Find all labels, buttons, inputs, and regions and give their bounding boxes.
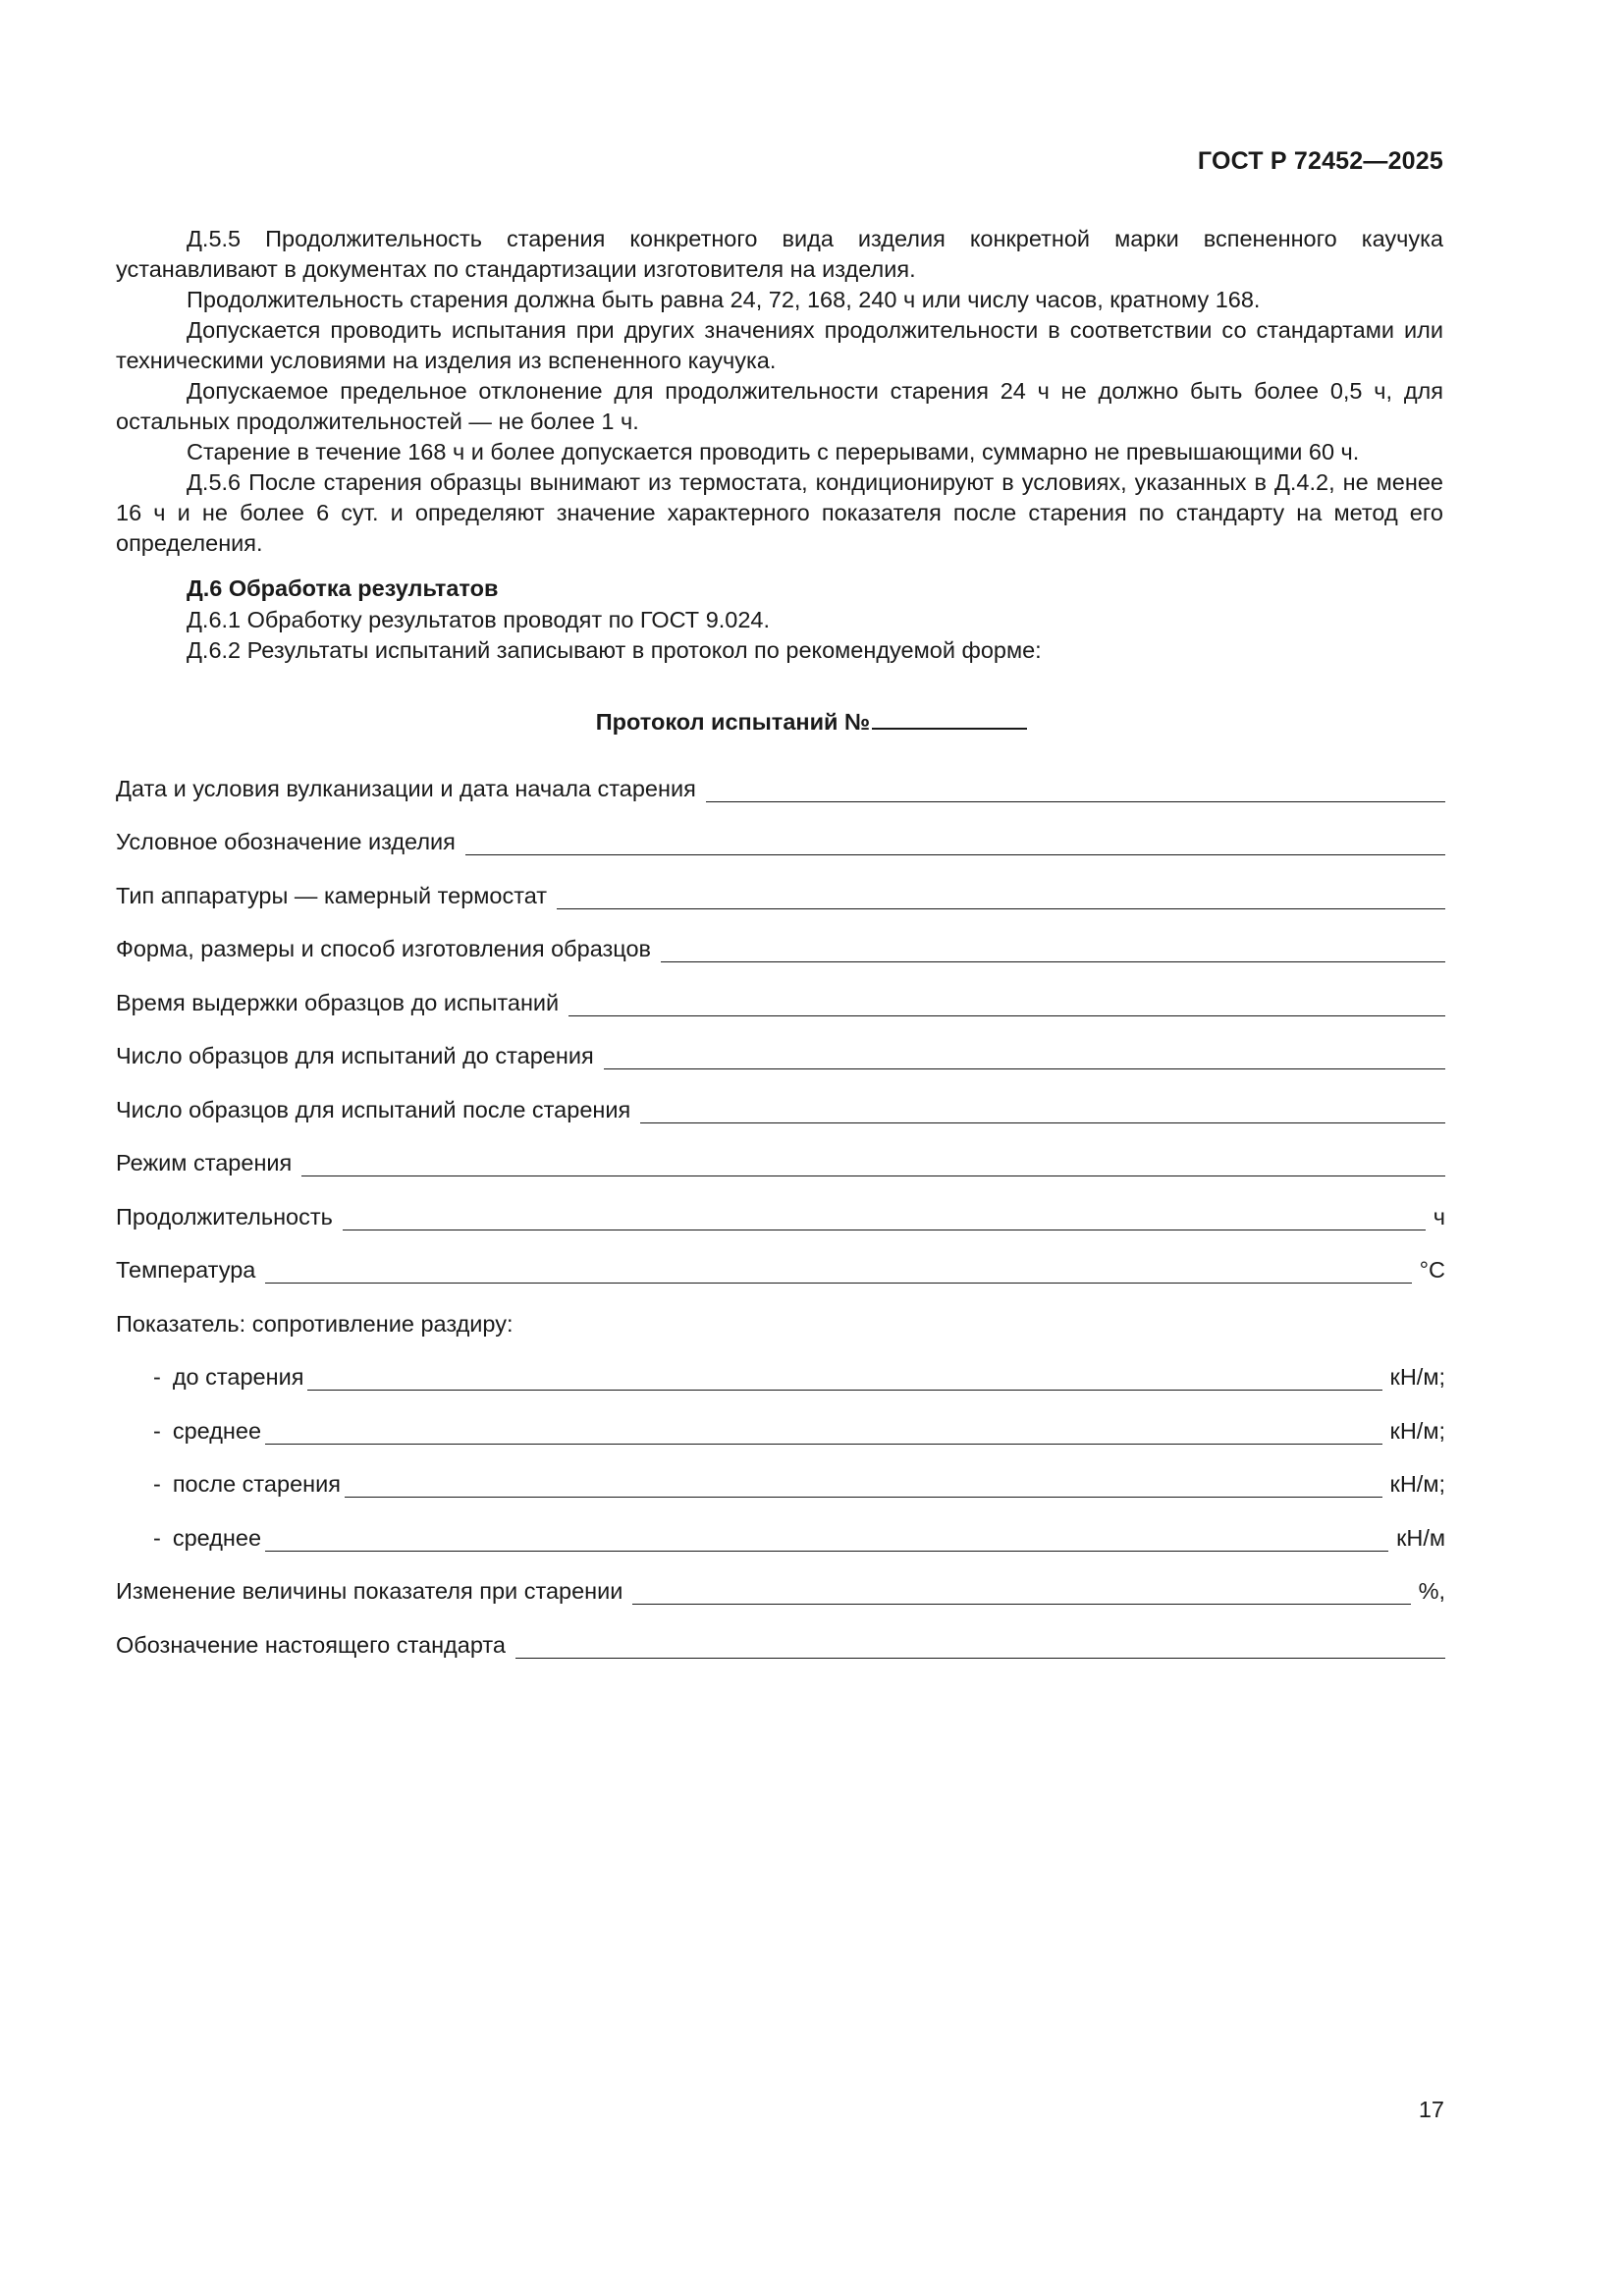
protocol-title-text: Протокол испытаний № — [595, 709, 871, 735]
form-row — [116, 756, 1445, 810]
form-subrow — [116, 1452, 1445, 1506]
form-row — [116, 810, 1445, 864]
field-label: Условное обозначение изделия — [116, 829, 456, 854]
field-label: среднее — [172, 1417, 262, 1444]
form-row — [116, 1559, 1445, 1613]
field-label: до старения — [172, 1364, 304, 1390]
field-label: Продолжительность — [116, 1203, 333, 1230]
field-unit: кН/м — [1396, 1524, 1445, 1551]
standard-code-header: ГОСТ Р 72452—2025 — [1197, 147, 1443, 175]
protocol-form — [116, 756, 1445, 1667]
field-unit: кН/м; — [1389, 1471, 1445, 1497]
form-row — [116, 1291, 1445, 1345]
field-unit: ч — [1433, 1203, 1445, 1230]
blank-line — [706, 778, 1445, 802]
blank-line — [557, 885, 1445, 909]
blank-line — [265, 1527, 1388, 1552]
blank-line — [465, 831, 1445, 855]
indicator-label: Показатель: сопротивление раздиру: — [116, 1310, 514, 1337]
blank-line — [301, 1152, 1445, 1176]
page-number: 17 — [1418, 2097, 1444, 2122]
field-label: после старения — [172, 1471, 341, 1497]
paragraph: Продолжительность старения должна быть равна 24, 72, 168, 240 ч или числу часов, кратному 168. — [187, 287, 1261, 312]
paragraph: Допускается проводить испытания при других значениях продолжительности в соответствии со стандартами или техническими условиями на изделия из вспененного каучука. — [116, 317, 1443, 373]
blank-line — [345, 1473, 1382, 1498]
blank-line — [632, 1580, 1410, 1605]
field-unit: кН/м; — [1389, 1364, 1445, 1390]
paragraph: Старение в течение 168 ч и более допускается проводить с перерывами, суммарно не превышающими 60 ч. — [187, 439, 1360, 465]
list-dash: - — [153, 1471, 161, 1497]
form-row — [116, 1077, 1445, 1131]
field-unit: °С — [1419, 1257, 1445, 1283]
protocol-number-blank — [872, 703, 1027, 730]
section-heading: Д.6 Обработка результатов — [187, 575, 499, 601]
field-label: Температура — [116, 1257, 256, 1283]
form-row — [116, 1184, 1445, 1238]
field-label: Число образцов для испытаний после старения — [116, 1096, 631, 1122]
form-row — [116, 1024, 1445, 1078]
form-row — [116, 863, 1445, 917]
form-subrow — [116, 1398, 1445, 1452]
blank-line — [265, 1420, 1382, 1445]
list-dash: - — [153, 1524, 161, 1551]
body-text — [116, 224, 1443, 666]
blank-line — [265, 1259, 1411, 1284]
paragraph: Д.5.6 После старения образцы вынимают из термостата, кондиционируют в условиях, указанных в Д.4.2, не менее 16 ч и не более 6 сут. и определяют значение характерного показателя после старения по стандарту на метод его определения. — [116, 469, 1443, 556]
field-label: Форма, размеры и способ изготовления образцов — [116, 936, 652, 961]
blank-line — [661, 938, 1445, 962]
paragraph: Д.5.5 Продолжительность старения конкретного вида изделия конкретной марки вспененного каучука устанавливают в документах по стандартизации изготовителя на изделия. — [116, 226, 1443, 282]
field-label: среднее — [172, 1524, 262, 1551]
blank-line — [640, 1099, 1445, 1123]
form-row — [116, 1238, 1445, 1292]
field-label: Дата и условия вулканизации и дата начала старения — [116, 775, 696, 801]
blank-line — [307, 1366, 1381, 1391]
blank-line — [604, 1045, 1445, 1069]
list-dash: - — [153, 1364, 161, 1390]
paragraph: Допускаемое предельное отклонение для продолжительности старения 24 ч не должно быть более 0,5 ч, для остальных продолжительностей — не более 1 ч. — [116, 378, 1443, 434]
paragraph: Д.6.2 Результаты испытаний записывают в протокол по рекомендуемой форме: — [187, 637, 1042, 663]
form-row — [116, 917, 1445, 971]
blank-line — [343, 1206, 1426, 1230]
form-row — [116, 970, 1445, 1024]
protocol-title — [0, 703, 1623, 735]
form-row — [116, 1613, 1445, 1667]
form-subrow — [116, 1345, 1445, 1399]
field-label: Время выдержки образцов до испытаний — [116, 989, 560, 1015]
form-row — [116, 1131, 1445, 1185]
field-label: Обозначение настоящего стандарта — [116, 1631, 506, 1658]
form-subrow — [116, 1505, 1445, 1559]
field-label: Тип аппаратуры — камерный термостат — [116, 882, 548, 908]
field-label: Число образцов для испытаний до старения — [116, 1043, 594, 1068]
paragraph: Д.6.1 Обработку результатов проводят по ГОСТ 9.024. — [187, 607, 771, 632]
blank-line — [568, 992, 1445, 1016]
field-unit: кН/м; — [1389, 1417, 1445, 1444]
field-label: Режим старения — [116, 1150, 293, 1175]
field-unit: %, — [1418, 1578, 1445, 1604]
list-dash: - — [153, 1417, 161, 1444]
field-label: Изменение величины показателя при старении — [116, 1578, 623, 1604]
blank-line — [515, 1634, 1445, 1659]
